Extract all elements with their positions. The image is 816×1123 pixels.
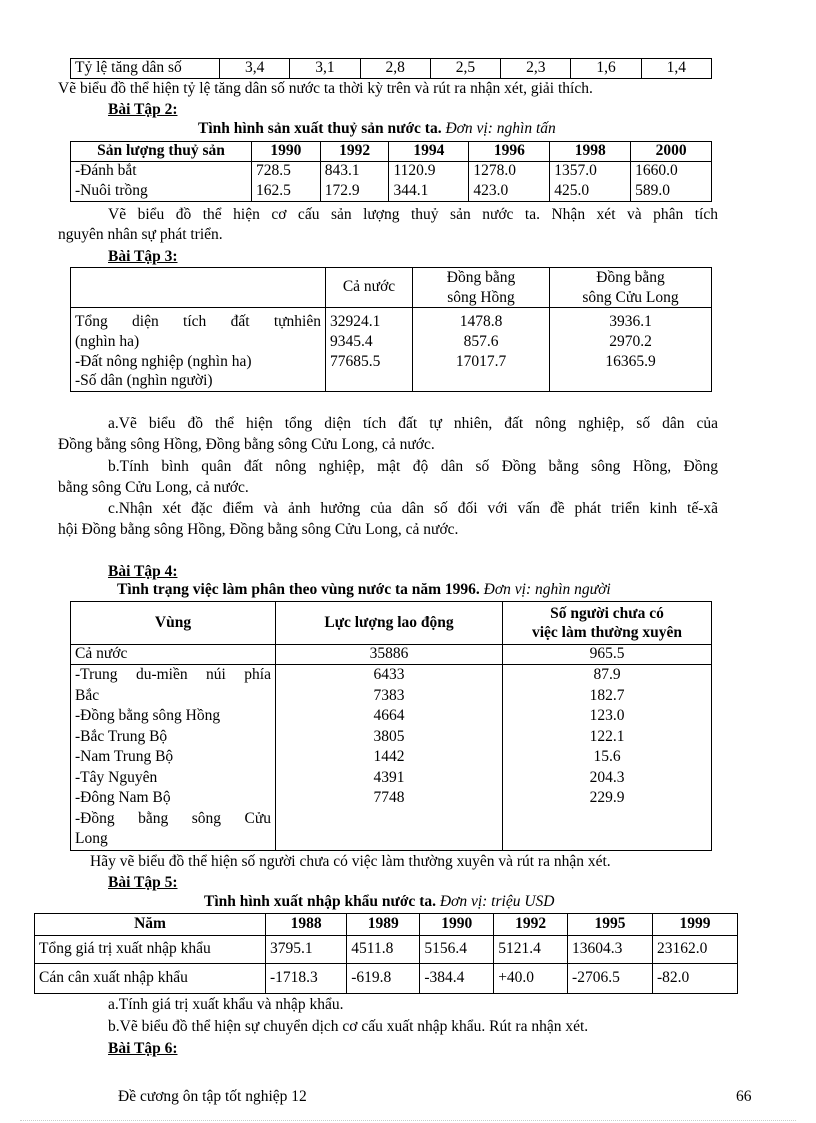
ex5-heading: Bài Tập 5:: [108, 874, 178, 891]
row-label: -Đồng bằng sông Cửu: [75, 809, 271, 827]
table-row: [71, 162, 712, 182]
cell-value: 1442: [373, 748, 405, 765]
table-cell: -619.8: [347, 964, 420, 994]
ex2-text-2: nguyên nhân sự phát triển.: [58, 226, 223, 243]
table-row: [35, 936, 738, 964]
ex6-heading: Bài Tập 6:: [108, 1040, 178, 1057]
row-label: (nghìn ha): [75, 332, 140, 350]
table-cell: Tỷ lệ tăng dân số: [71, 59, 220, 79]
header-line: Đồng bằng: [446, 269, 516, 287]
table-cell: 1,4: [641, 59, 711, 79]
table-cell: 1120.9: [389, 162, 469, 182]
table-cell: 589.0: [631, 182, 712, 202]
ex3-qa-1: a.Vẽ biểu đồ thể hiện tổng diện tích đất tự nhiên, đất nông nghiệp, số dân của: [108, 415, 718, 432]
ex5-title-line: [204, 893, 554, 912]
cell-value: 857.6: [463, 332, 499, 350]
table-cell: 2,3: [501, 59, 571, 79]
employment-table: [70, 601, 712, 851]
ex4-title-line: [117, 581, 611, 600]
table-cell: [413, 308, 550, 392]
fishery-table: [70, 141, 712, 202]
ex2-unit: Đơn vị: nghìn tấn: [445, 120, 556, 137]
cell-value: 3805: [373, 727, 405, 745]
page-number: 66: [736, 1088, 752, 1105]
table-cell: [276, 665, 503, 851]
cell-value: 32924.1: [330, 313, 381, 330]
table-cell: 3,4: [220, 59, 290, 79]
table-header: 2000: [631, 142, 712, 162]
ex3-qc-1: c.Nhận xét đặc điểm và ảnh hưởng của dân số đối với vấn đề phát triển kinh tế-xã: [108, 500, 718, 517]
ex4-title: Tình trạng việc làm phân theo vùng nước ta năm 1996.: [117, 581, 480, 598]
cell-value: 182.7: [589, 686, 625, 704]
table-header: 1990: [420, 914, 494, 936]
table-cell: +40.0: [494, 964, 568, 994]
table-cell: 965.5: [503, 645, 712, 665]
table-header: Năm: [35, 914, 266, 936]
table-header: 1992: [494, 914, 568, 936]
row-label: -Nam Trung Bộ: [75, 748, 174, 765]
table-cell: -Nuôi trồng: [71, 182, 252, 202]
table-row: [71, 182, 712, 202]
row-label: -Bắc Trung Bộ: [75, 727, 168, 745]
ex3-qb-1: b.Tính bình quân đất nông nghiệp, mật độ dân số Đồng bằng sông Hồng, Đồng: [108, 458, 718, 475]
table-cell: -384.4: [420, 964, 494, 994]
cell-value: 7383: [373, 686, 405, 704]
ex5-qa: a.Tính giá trị xuất khẩu và nhập khẩu.: [108, 996, 344, 1013]
table-row: [71, 308, 712, 392]
table-header: 1988: [266, 914, 347, 936]
table-header: [503, 602, 712, 645]
table-header: 1990: [252, 142, 321, 162]
ex3-qa-2: Đồng bằng sông Hồng, Đồng bằng sông Cửu Long, cả nước.: [58, 436, 435, 453]
cell-value: 229.9: [589, 789, 625, 806]
table-header: 1995: [568, 914, 653, 936]
ex5-qb: b.Vẽ biểu đồ thể hiện sự chuyển dịch cơ cấu xuất nhập khẩu. Rút ra nhận xét.: [108, 1018, 589, 1035]
cell-value: 2970.2: [609, 332, 652, 350]
cell-value: 4391: [373, 768, 405, 786]
table-cell: 5156.4: [420, 936, 494, 964]
table-header: 1998: [550, 142, 631, 162]
ex3-qb-2: bằng sông Cửu Long, cả nước.: [58, 479, 249, 496]
table-cell: 425.0: [550, 182, 631, 202]
table-cell: 23162.0: [653, 936, 738, 964]
row-label: -Đất nông nghiệp (nghìn ha): [75, 352, 252, 370]
table-header: 1996: [469, 142, 550, 162]
cell-value: 1478.8: [459, 313, 503, 330]
table-cell: 423.0: [469, 182, 550, 202]
ex4-unit: Đơn vị: nghìn người: [483, 581, 611, 598]
task1-text: Vẽ biểu đồ thể hiện tỷ lệ tăng dân số nước ta thời kỳ trên và rút ra nhận xét, giải thích.: [58, 80, 593, 97]
cell-value: 3936.1: [609, 313, 652, 330]
table-cell: 172.9: [320, 182, 389, 202]
table-header: 1992: [320, 142, 389, 162]
table-header: [550, 268, 712, 308]
table-cell: 728.5: [252, 162, 321, 182]
ex3-heading: Bài Tập 3:: [108, 248, 178, 265]
cell-value: 4664: [373, 707, 405, 724]
table-cell: 843.1: [320, 162, 389, 182]
table-cell: Tổng giá trị xuất nhập khẩu: [35, 936, 266, 964]
cell-value: 16365.9: [605, 352, 656, 370]
cell-value: 15.6: [593, 748, 621, 765]
row-label: -Số dân (nghìn người): [75, 372, 213, 390]
table-cell: [71, 308, 326, 392]
ex3-qc-2: hội Đồng bằng sông Hồng, Đồng bằng sông Cửu Long, cả nước.: [58, 521, 459, 538]
table-header: Cả nước: [326, 268, 413, 308]
table-cell: 3795.1: [266, 936, 347, 964]
table-cell: 13604.3: [568, 936, 653, 964]
ex5-title: Tình hình xuất nhập khẩu nước ta.: [204, 893, 436, 910]
table-header: [71, 268, 326, 308]
table-header: Lực lượng lao động: [276, 602, 503, 645]
table-cell: 2,8: [360, 59, 430, 79]
table-cell: 2,5: [430, 59, 500, 79]
table-cell: 1357.0: [550, 162, 631, 182]
cell-value: 122.1: [589, 727, 625, 745]
footer-divider: [20, 1120, 796, 1121]
ex2-title-line: [198, 120, 556, 139]
table-header: Sản lượng thuỷ sản: [71, 142, 252, 162]
ex4-text: Hãy vẽ biểu đồ thể hiện số người chưa có việc làm thường xuyên và rút ra nhận xét.: [90, 853, 611, 870]
cell-value: 87.9: [593, 666, 621, 683]
table-cell: Cán cân xuất nhập khẩu: [35, 964, 266, 994]
table-cell: [326, 308, 413, 392]
footer-title: Đề cương ôn tập tốt nghiệp 12: [118, 1088, 307, 1105]
table-cell: 344.1: [389, 182, 469, 202]
ex5-unit: Đơn vị: triệu USD: [439, 893, 555, 910]
table-cell: 1,6: [571, 59, 641, 79]
table-cell: 162.5: [252, 182, 321, 202]
cell-value: 6433: [373, 666, 405, 683]
cell-value: 17017.7: [455, 352, 507, 370]
table-cell: [503, 665, 712, 851]
row-label: Tổng diện tích đất tựnhiên: [75, 313, 321, 330]
table-cell: -2706.5: [568, 964, 653, 994]
table-row: [35, 964, 738, 994]
row-label: -Tây Nguyên: [75, 768, 158, 786]
table-cell: Cả nước: [71, 645, 276, 665]
cell-value: 9345.4: [330, 332, 373, 350]
header-line: sông Cửu Long: [582, 288, 679, 306]
land-population-table: [70, 267, 712, 392]
table-cell: 5121.4: [494, 936, 568, 964]
ex2-text-1: Vẽ biểu đồ thể hiện cơ cấu sản lượng thuỷ sản nước ta. Nhận xét và phân tích: [108, 206, 718, 223]
cell-value: 204.3: [589, 768, 625, 786]
ex2-heading: Bài Tập 2:: [108, 101, 178, 118]
table-cell: 4511.8: [347, 936, 420, 964]
header-line: việc làm thường xuyên: [531, 624, 683, 641]
table-cell: -1718.3: [266, 964, 347, 994]
cell-value: 7748: [373, 789, 405, 806]
header-line: Đồng bằng: [596, 269, 665, 287]
row-label: -Trung du-miền núi phía: [75, 666, 271, 683]
table-cell: -82.0: [653, 964, 738, 994]
ex4-heading: Bài Tập 4:: [108, 563, 178, 580]
table-header: 1994: [389, 142, 469, 162]
trade-table: [34, 913, 738, 994]
table-header: 1989: [347, 914, 420, 936]
ex2-title: Tình hình sản xuất thuỷ sản nước ta.: [198, 120, 442, 137]
table-cell: 3,1: [290, 59, 360, 79]
row-label: -Đông Nam Bộ: [75, 789, 171, 806]
cell-value: 123.0: [589, 707, 625, 724]
table-row: [71, 665, 712, 851]
row-label: Bắc: [75, 686, 100, 704]
header-line: Số người chưa có: [550, 604, 664, 622]
table-cell: -Đánh bắt: [71, 162, 252, 182]
table-cell: [550, 308, 712, 392]
table-header: Vùng: [71, 602, 276, 645]
table-cell: 1278.0: [469, 162, 550, 182]
cell-value: 77685.5: [330, 352, 381, 370]
row-label: -Đồng bằng sông Hồng: [75, 707, 221, 724]
table-cell: 35886: [276, 645, 503, 665]
row-label: Long: [75, 830, 108, 847]
table-cell: [71, 665, 276, 851]
table-row: [71, 645, 712, 665]
table-header: 1999: [653, 914, 738, 936]
table-header: [413, 268, 550, 308]
table-cell: 1660.0: [631, 162, 712, 182]
header-line: sông Hồng: [447, 288, 515, 306]
population-growth-table: [70, 58, 712, 79]
